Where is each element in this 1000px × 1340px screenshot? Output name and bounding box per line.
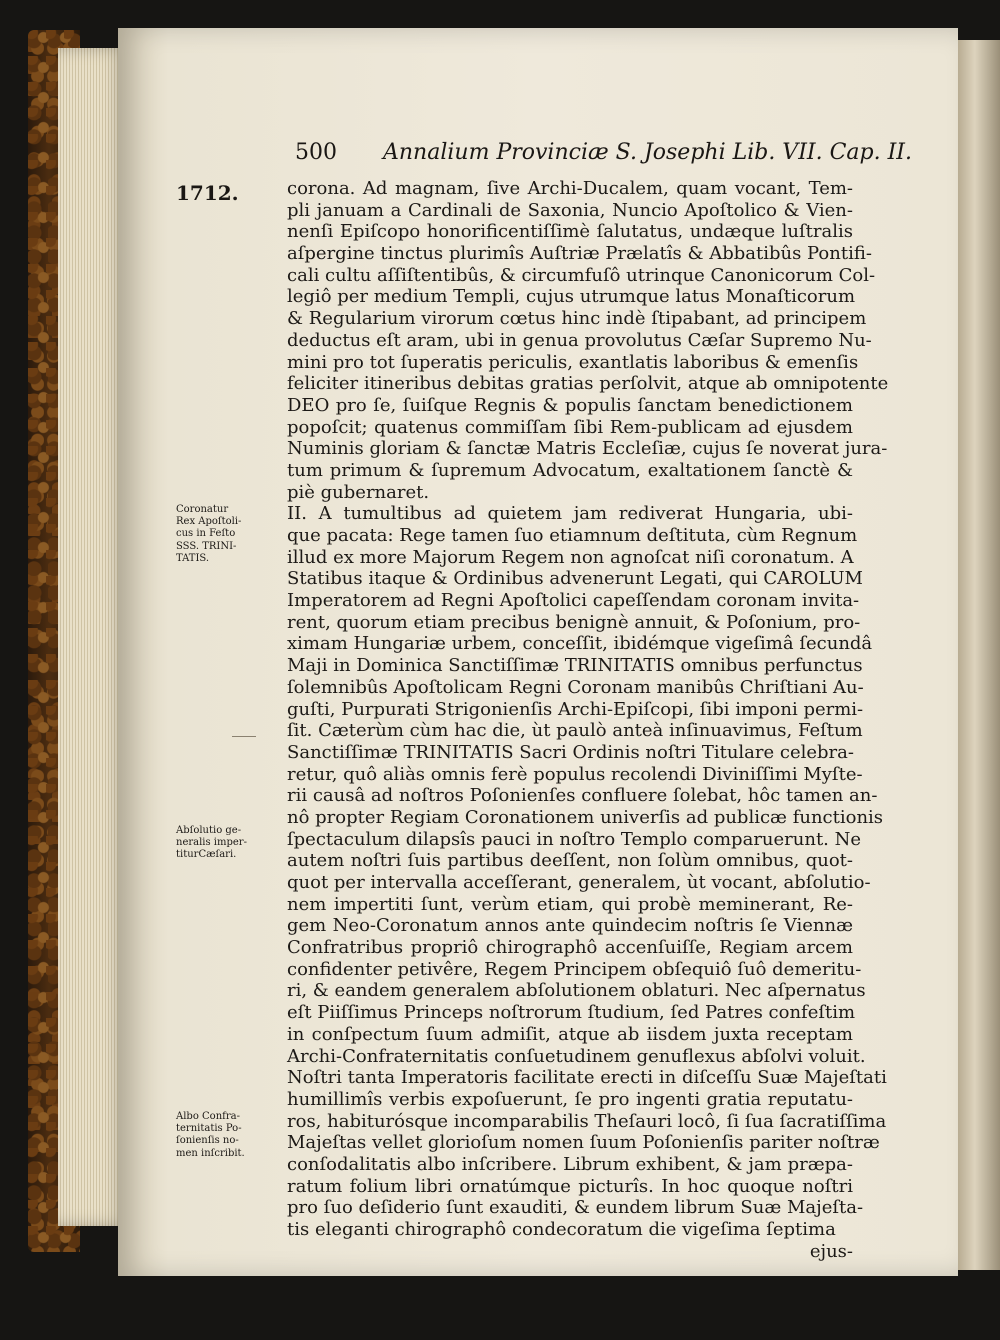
- text-line: tis eleganti chirographô condecoratum die vigeſima ſeptima: [287, 1219, 836, 1240]
- text-line: Numinis gloriam & ſanctæ Matris Eccleſiæ, cujus ſe noverat jura-: [287, 438, 888, 460]
- text-line: II. A tumultibus ad quietem jam rediverat Hungaria, ubi-: [287, 503, 853, 525]
- text-line: que pacata: Rege tamen ſuo etiamnum deſtituta, cùm Regnum: [287, 525, 858, 546]
- text-line: nenſi Epiſcopo honorificentiſſimè ſalutatus, undæque luſtralis: [287, 221, 853, 243]
- text-line: confidenter petivêre, Regem Principem obſequiô ſuô demeritu-: [287, 958, 862, 980]
- facing-page-edge: [958, 40, 1000, 1270]
- marginal-note-line: ternitatis Po-: [176, 1123, 242, 1135]
- text-line: quot per intervalla acceſſerant, generalem, ùt vocant, abſolutio-: [287, 872, 871, 893]
- text-line: Maji in Dominica Sanctiſſimæ TRINITATIS omnibus perfunctus: [287, 655, 863, 677]
- marginal-note-line: ſonienſis no-: [176, 1135, 239, 1147]
- text-line: illud ex more Majorum Regem non agnoſcat niſi coronatum. A: [287, 546, 854, 568]
- text-line: Imperatorem ad Regni Apoſtolici capeſſendam coronam invita-: [287, 590, 860, 612]
- main-text-block: [287, 178, 889, 1262]
- text-line: retur, quô aliàs omnis ferè populus recolendi Diviniſſimi Myſte-: [287, 763, 863, 785]
- text-line: eſt Piiſſimus Princeps noſtrorum ſtudium, ſed Patres confeſtim: [287, 1002, 856, 1024]
- text-line: ros, habiturósque incomparabilis Theſauri locô, ſi ſua ſacratiſſima: [287, 1110, 887, 1132]
- text-line: aſpergine tinctus plurimîs Auſtriæ Prælatîs & Abbatibûs Pontifi-: [287, 243, 872, 265]
- marginal-note-line: Rex Apoſtoli-: [176, 516, 242, 528]
- text-line: Confratribus propriô chirographô accenſuiſſe, Regiam arcem: [287, 937, 853, 959]
- text-line: popoſcit; quatenus commiſſam ſibi Rem-publicam ad ejusdem: [287, 416, 853, 438]
- marginal-note-line: TATIS.: [176, 552, 210, 564]
- text-line: ſpectaculum dilapsîs pauci in noſtro Templo comparuerunt. Ne: [287, 828, 862, 850]
- page-header: [295, 140, 995, 174]
- marginal-note-line: Coronatur: [176, 504, 229, 515]
- text-line: humillimîs verbis expoſuerunt, ſe pro ingenti gratia reputatu-: [287, 1088, 853, 1110]
- text-line: legiô per medium Templi, cujus utrumque latus Monaſticorum: [287, 286, 856, 308]
- text-line: guſti, Purpurati Strigonienſis Archi-Epiſcopi, ſibi imponi permi-: [287, 698, 864, 720]
- text-line: ximam Hungariæ urbem, conceſſit, ibidémque vigeſimâ ſecundâ: [287, 633, 873, 655]
- text-line: nem impertiti ſunt, verùm etiam, qui probè meminerant, Re-: [287, 893, 853, 915]
- text-line: rii causâ ad noſtros Poſonienſes confluere ſolebat, hôc tamen an-: [287, 785, 878, 807]
- marginal-note-line: titurCæſari.: [176, 849, 237, 861]
- text-line: tum primum & ſupremum Advocatum, exaltationem ſanctè &: [287, 459, 853, 481]
- marginal-note-absolution: [176, 825, 288, 862]
- marginal-note-line: Abſolutio ge-: [176, 825, 242, 836]
- marginal-note-album: [176, 1111, 288, 1160]
- running-title: Annalium Provinciæ S. Josephi Lib. VII. Cap. II.: [383, 140, 912, 165]
- text-line: deductus eſt aram, ubi in genua provolutus Cæſar Supremo Nu-: [287, 329, 872, 351]
- text-line: rent, quorum etiam precibus benignè annuit, & Poſonium, pro-: [287, 611, 861, 633]
- text-line: pro ſuo deſiderio ſunt exauditi, & eundem librum Suæ Majeſta-: [287, 1197, 864, 1219]
- text-line: DEO pro ſe, ſuiſque Regnis & populis ſanctam benedictionem: [287, 394, 853, 416]
- page-number: 500: [295, 140, 337, 165]
- text-line: ſit. Cæterùm cùm hac die, ùt paulò anteà inſinuavimus, Feſtum: [287, 720, 863, 742]
- text-line: corona. Ad magnam, ſive Archi-Ducalem, quam vocant, Tem-: [287, 178, 853, 199]
- marginal-note-line: neralis imper-: [176, 837, 247, 849]
- text-line: Noſtri tanta Imperatoris facilitate erecti in diſceſſu Suæ Majeſtati: [287, 1067, 887, 1089]
- text-line: cali cultu aſſiſtentibûs, & circumfuſô utrinque Canonicorum Col-: [287, 264, 876, 286]
- text-line: in conſpectum ſuum admiſit, atque ab iisdem juxta receptam: [287, 1023, 853, 1045]
- catchword: ejus-: [809, 1240, 853, 1262]
- text-line: nô propter Regiam Coronationem univerſis ad publicæ functionis: [287, 806, 884, 828]
- text-line: ratum folium libri ornatúmque picturîs. In hoc quoque noſtri: [287, 1175, 853, 1197]
- text-line: ri, & eandem generalem abſolutionem oblaturi. Nec aſpernatus: [287, 980, 866, 1002]
- text-line: pli januam a Cardinali de Saxonia, Nuncio Apoſtolico & Vien-: [287, 199, 853, 221]
- text-line: autem noſtri ſuis partibus deeſſent, non ſolùm omnibus, quot-: [287, 850, 853, 872]
- text-line: & Regularium virorum cœtus hinc indè ſtipabant, ad principem: [287, 308, 867, 330]
- text-line: ſolemnibûs Apoſtolicam Regni Coronam manibûs Chriſtiani Au-: [287, 676, 864, 698]
- text-line: conſodalitatis albo inſcribere. Librum exhibent, & jam præpa-: [287, 1153, 853, 1175]
- marginal-note-line: cus in Feſto: [176, 528, 236, 540]
- marginal-note-line: Albo Confra-: [176, 1111, 240, 1122]
- text-line: Sanctiſſimæ TRINITATIS Sacri Ordinis noſtri Titulare celebra-: [287, 741, 854, 763]
- text-line: piè gubernaret.: [287, 481, 430, 503]
- text-line: feliciter itineribus debitas gratias perſolvit, atque ab omnipotente: [287, 373, 889, 395]
- text-line: mini pro tot ſuperatis periculis, exantlatis laboribus & emenſis: [287, 351, 859, 373]
- text-line: Statibus itaque & Ordinibus advenerunt Legati, qui CAROLUM: [287, 568, 863, 590]
- marginal-divider: [232, 736, 256, 737]
- text-line: gem Neo-Coronatum annos ante quindecim noſtris ſe Viennæ: [287, 915, 853, 937]
- marginal-note-coronation: [176, 504, 288, 565]
- text-line: Archi-Confraternitatis conſuetudinem genuflexus abſolvi voluit.: [287, 1045, 866, 1067]
- marginal-note-line: men inſcribit.: [176, 1147, 245, 1159]
- text-line: Majeſtas vellet glorioſum nomen ſuum Poſonienſis pariter noſtræ: [287, 1132, 880, 1154]
- margin-year: 1712.: [176, 181, 239, 205]
- marginal-note-line: SSS. TRINI-: [176, 540, 237, 552]
